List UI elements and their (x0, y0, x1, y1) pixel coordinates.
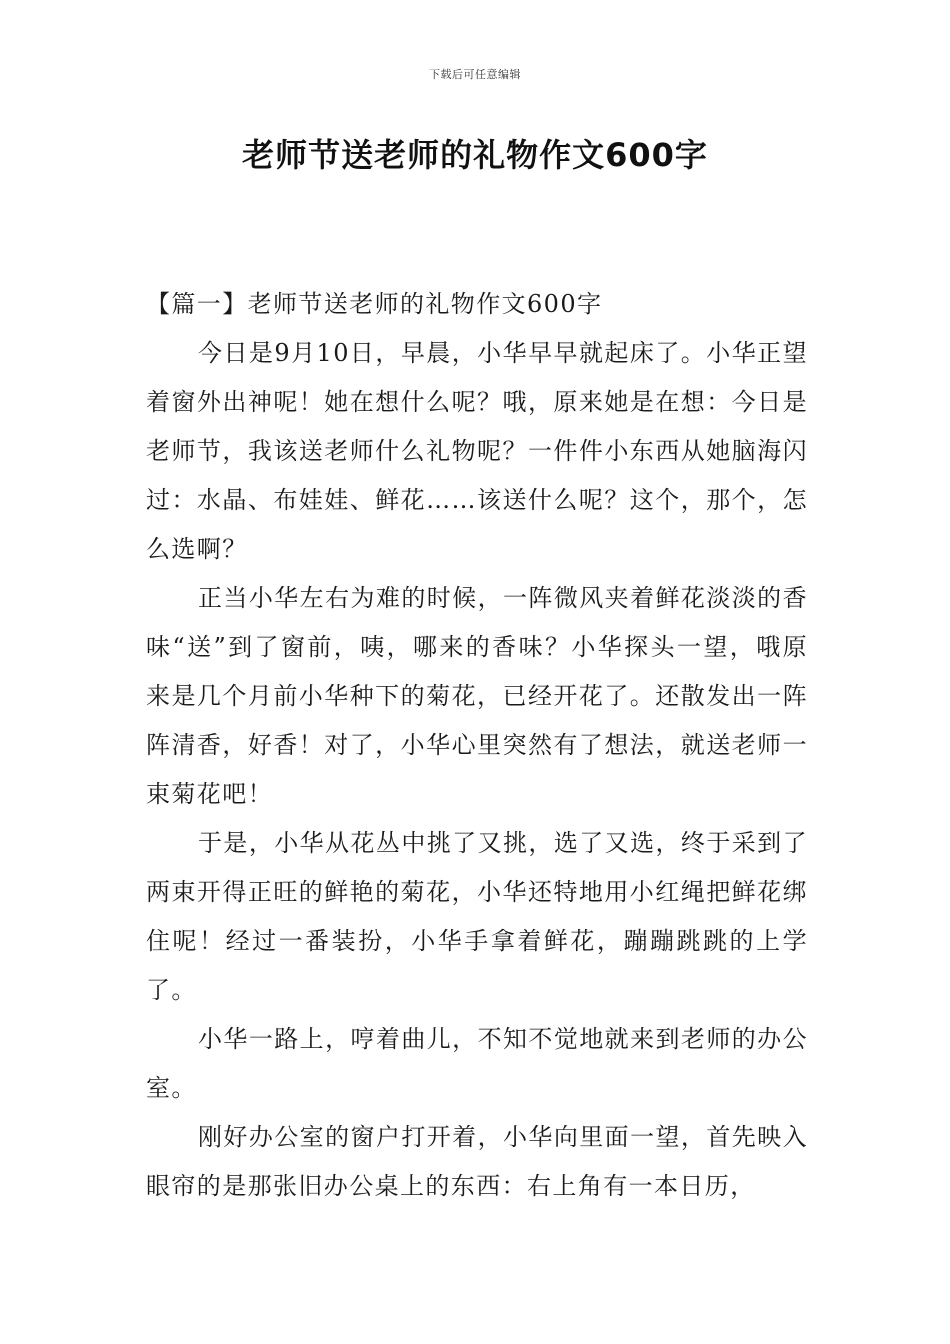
paragraph-5: 刚好办公室的窗户打开着，小华向里面一望，首先映入眼帘的是那张旧办公桌上的东西：右上角有一本日历， (146, 1123, 808, 1200)
paragraph-2: 正当小华左右为难的时候，一阵微风夹着鲜花淡淡的香味“送”到了窗前，咦，哪来的香味？小华探头一望，哦原来是几个月前小华种下的菊花，已经开花了。还散发出一阵阵清香，好香！对了，小华心里突然有了想法，就送老师一束菊花吧！ (146, 584, 808, 808)
paragraph-1: 今日是9月10日，早晨，小华早早就起床了。小华正望着窗外出神呢！她在想什么呢？哦，原来她是在想：今日是老师节，我该送老师什么礼物呢？一件件小东西从她脑海闪过：水晶、布娃娃、鲜花……该送什么呢？这个，那个，怎么选啊？ (146, 339, 808, 563)
paragraph-4: 小华一路上，哼着曲儿，不知不觉地就来到老师的办公室。 (146, 1025, 808, 1102)
paragraph-3: 于是，小华从花丛中挑了又挑，选了又选，终于采到了两束开得正旺的鲜艳的菊花，小华还特地用小红绳把鲜花绑住呢！经过一番装扮，小华手拿着鲜花，蹦蹦跳跳的上学了。 (146, 829, 808, 1004)
document-title: 老师节送老师的礼物作文600字 (242, 136, 708, 174)
section-heading: 【篇一】老师节送老师的礼物作文600字 (146, 290, 603, 318)
document-body (146, 280, 808, 1211)
page-header-note: 下载后可任意编辑 (429, 68, 521, 81)
